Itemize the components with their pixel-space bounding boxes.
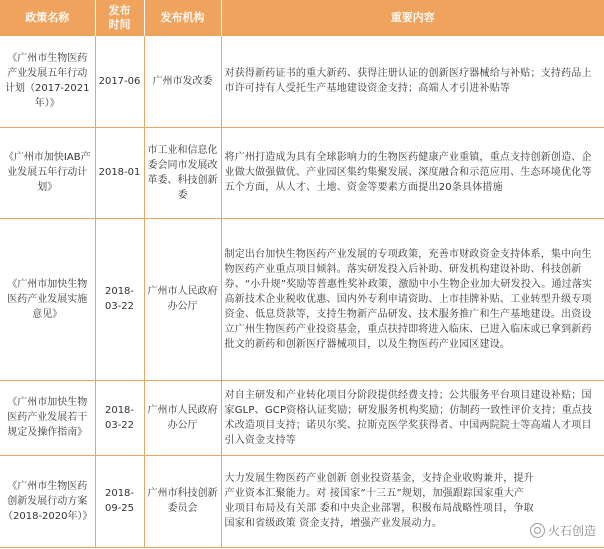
policy-name: 《广州市生物医药创新发展行动方案（2018-2020年）》 bbox=[0, 455, 95, 547]
header-name: 政策名称 bbox=[0, 0, 95, 36]
policy-name: 《广州市加快生物医药产业发展实施意见》 bbox=[0, 218, 95, 380]
header-org: 发布机构 bbox=[144, 0, 221, 36]
publish-org: 广州市科技创新委员会 bbox=[144, 455, 221, 547]
publish-time: 2018-09-25 bbox=[95, 455, 144, 547]
policy-name: 《广州市生物医药产业发展五年行动计划（2017-2021年）》 bbox=[0, 36, 95, 127]
publish-time: 2017-06 bbox=[95, 36, 144, 127]
policy-name: 《广州市加快IAB产业发展五年行动计划》 bbox=[0, 127, 95, 218]
table-row bbox=[0, 380, 604, 455]
watermark bbox=[530, 522, 596, 539]
table-header-row bbox=[0, 0, 604, 36]
header-content: 重要内容 bbox=[221, 0, 604, 36]
publish-org: 广州市人民政府办公厅 bbox=[144, 380, 221, 455]
policy-content: 对获得新药证书的重大新药、获得注册认证的创新医疗器械给与补贴；支持药品上市许可持有人受托生产基地建设资金支持；高端人才引进补贴等 bbox=[221, 36, 604, 127]
table-row bbox=[0, 127, 604, 218]
policy-content: 对自主研发和产业转化项目分阶段提供经费支持；公共服务平台项目建设补贴；国家GLP、GCP资格认证奖励；研发服务机构奖励；仿制药一致性评价支持；重点技术改造项目支持；诺贝尔奖、拉斯克医学奖获得者、中国两院院士等高端人才项目引入资金支持等 bbox=[221, 380, 604, 455]
table-row bbox=[0, 218, 604, 380]
publish-org: 广州市人民政府办公厅 bbox=[144, 218, 221, 380]
table-row bbox=[0, 36, 604, 127]
policy-content: 制定出台加快生物医药产业发展的专项政策，充善市财政资金支持体系，集中向生物医药产业重点项目倾斜。落实研发投入后补助、研发机构建设补助、科技创新券、“小升规”奖励等普惠性奖补政策，激励中小生物企业加大研发投入。通过落实高新技术企业税收优惠、国内外专利申请资助、上市挂牌补贴、工业转型升级专项资金、低息贷款等，支持生物新产品研发、技术服务推广和生产基地建设。出资设立广州生物医药产业投资基金，重点扶持即将进入临床、已进入临床或已拿到新药批文的新药和创新医疗器械项目，以及生物医药产业园区建设。 bbox=[221, 218, 604, 380]
table-row bbox=[0, 455, 604, 547]
policy-content: 大力发展生物医药产业创新 创业投资基金，支持企业收购兼并，提升产业资本汇聚能力。对 接国家“十三五”规划，加强跟踪国家重大产业项目布局及有关部 委和中央企业部署，积极布局战略性项目，争取国家和省级政策 资金支持，增强产业发展动力。 bbox=[221, 455, 604, 547]
publish-time: 2018-03-22 bbox=[95, 380, 144, 455]
publish-org: 广州市发改委 bbox=[144, 36, 221, 127]
publish-org: 市工业和信息化委会同市发展改革委、科技创新委 bbox=[144, 127, 221, 218]
watermark-text: 火石创造 bbox=[547, 524, 596, 538]
header-time: 发布时间 bbox=[95, 0, 144, 36]
publish-time: 2018-01 bbox=[95, 127, 144, 218]
policy-content: 将广州打造成为具有全球影响力的生物医药健康产业重镇，重点支持创新创造、企业做大做强做优、产业园区集约集聚发展、深度融合和示范应用、生态环境优化等五个方面，从人才、土地、资金等要素方面提出20条具体措施 bbox=[221, 127, 604, 218]
publish-time: 2018-03-22 bbox=[95, 218, 144, 380]
swirl-logo-icon bbox=[530, 523, 545, 538]
policy-name: 《广州市加快生物医药产业发展若干规定及操作指南》 bbox=[0, 380, 95, 455]
